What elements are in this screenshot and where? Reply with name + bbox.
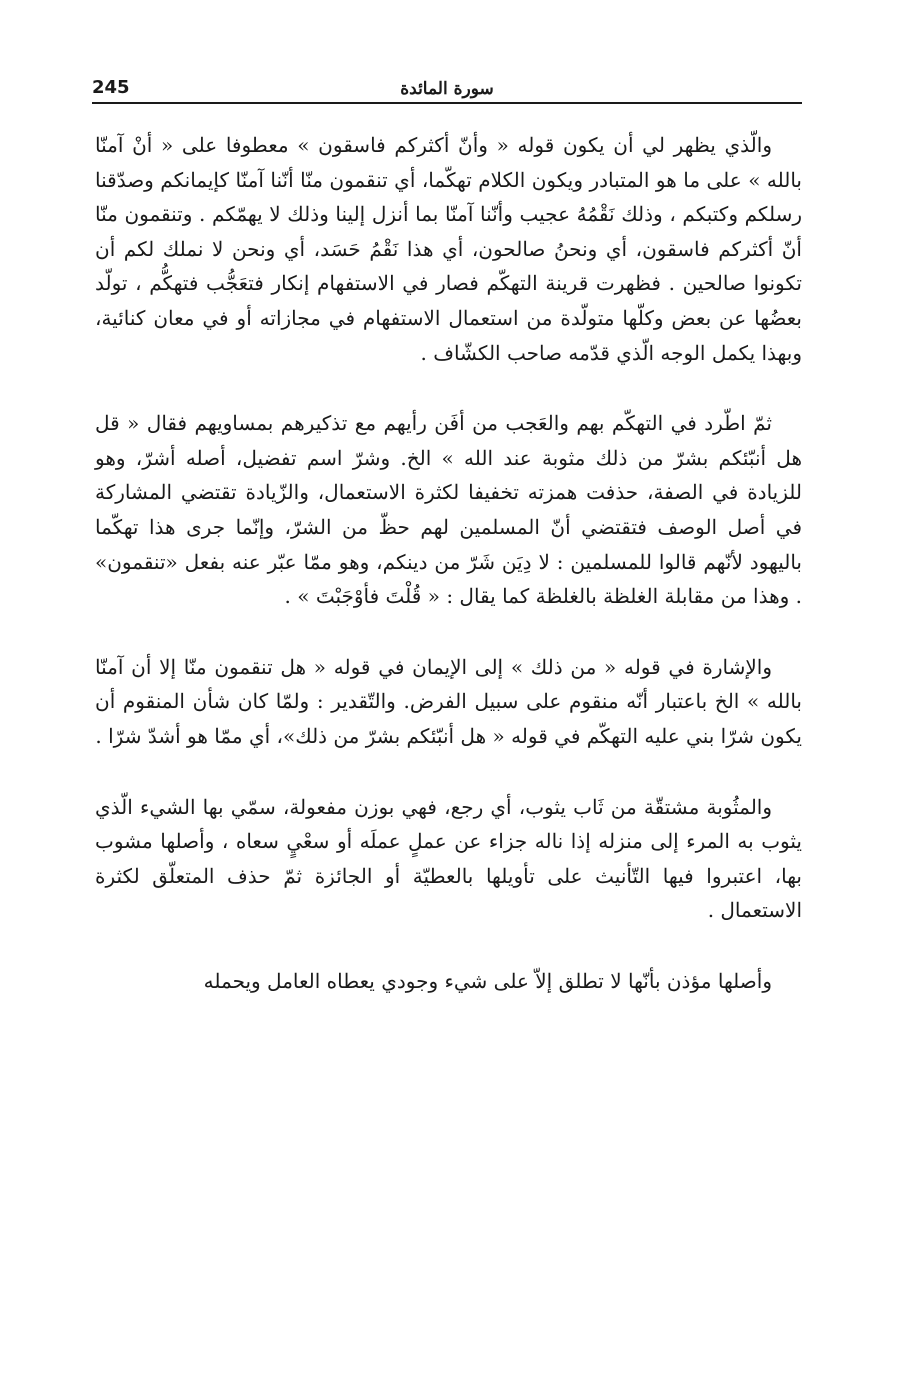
paragraph-3: والإشارة في قوله « من ذلك » إلى الإيمان في قوله « هل تنقمون منّا إلا أن آمنّا بالله » الخ باعتبار أنّه منقوم على سبيل الفرض. والتّقدير : ولمّا كان شأن المنقوم أن يكون شرّا بني عليه التهكّم في قوله « هل أنبّئكم بشرّ من ذلك»، أي ممّا هو أشدّ شرّا . (95, 654, 802, 748)
page-number: 245 (92, 77, 130, 98)
page-header (92, 72, 802, 104)
surah-title: سورة المائدة (400, 79, 494, 99)
paragraph-5: وأصلها مؤذن بأنّها لا تطلق إلاّ على شيء وجودي يعطاه العامل ويحمله (203, 968, 772, 993)
paragraph-2: ثمّ اطّرد في التهكّم بهم والعَجب من أفَن رأيهم مع تذكيرهم بمساويهم فقال « قل هل أنبّئكم بشرّ من ذلك مثوبة عند الله » الخ. وشرّ اسم تفضيل، أصله أشرّ، وهو للزيادة في الصفة، حذفت همزته تخفيفا لكثرة الاستعمال، والزّيادة تقتضي المشاركة في أصل الوصف فتقتضي أنّ المسلمين لهم حظّ من الشرّ، وإنّما جرى هذا تهكّما باليهود لأنّهم قالوا للمسلمين : لا دِيَن شَرّ من دينكم، وهو ممّا عبّر عنه بفعل «تنقمون» . وهذا من مقابلة الغلظة بالغلظة كما يقال : « قُلْتَ فأوْجَبْتَ » . (95, 411, 802, 609)
paragraph-1: والّذي يظهر لي أن يكون قوله « وأنّ أكثركم فاسقون » معطوفا على « أنْ آمنّا بالله » على ما هو المتبادر ويكون الكلام تهكّما، أي تنقمون منّا أنّنا آمنّا كإيمانكم وصدّقنا رسلكم وكتبكم ، وذلك نَقْمُهُ عجيب وأنّنا آمنّا بما أنزل إلينا وذلك لا يهمّكم . وتنقمون منّا أنّ أكثركم فاسقون، أي ونحنُ صالحون، أي هذا نَقْمُ حَسَد، أي ونحن لا نملك لكم أن تكونوا صالحين . فظهرت قرينة التهكّم فصار في الاستفهام إنكار فتعَجُّب فتهكُّم ، تولّد بعضُها عن بعض وكلّها متولّدة من استعمال الاستفهام في مجازاته أو في معان كنائية، وبهذا يكمل الوجه الّذي قدّمه صاحب الكشّاف . (95, 133, 802, 365)
page-body (95, 128, 802, 998)
paragraph-4: والمثُوبة مشتقّة من ثَاب يثوب، أي رجع، فهي بوزن مفعولة، سمّي بها الشيء الّذي يثوب به المرء إلى منزله إذا ناله جزاء عن عملٍ عملَه أو سعْيٍ سعاه ، وأصلها مشوب بها، اعتبروا فيها التّأنيث على تأويلها بالعطيّة أو الجائزة ثمّ حذف المتعلّق لكثرة الاستعمال . (95, 794, 802, 923)
